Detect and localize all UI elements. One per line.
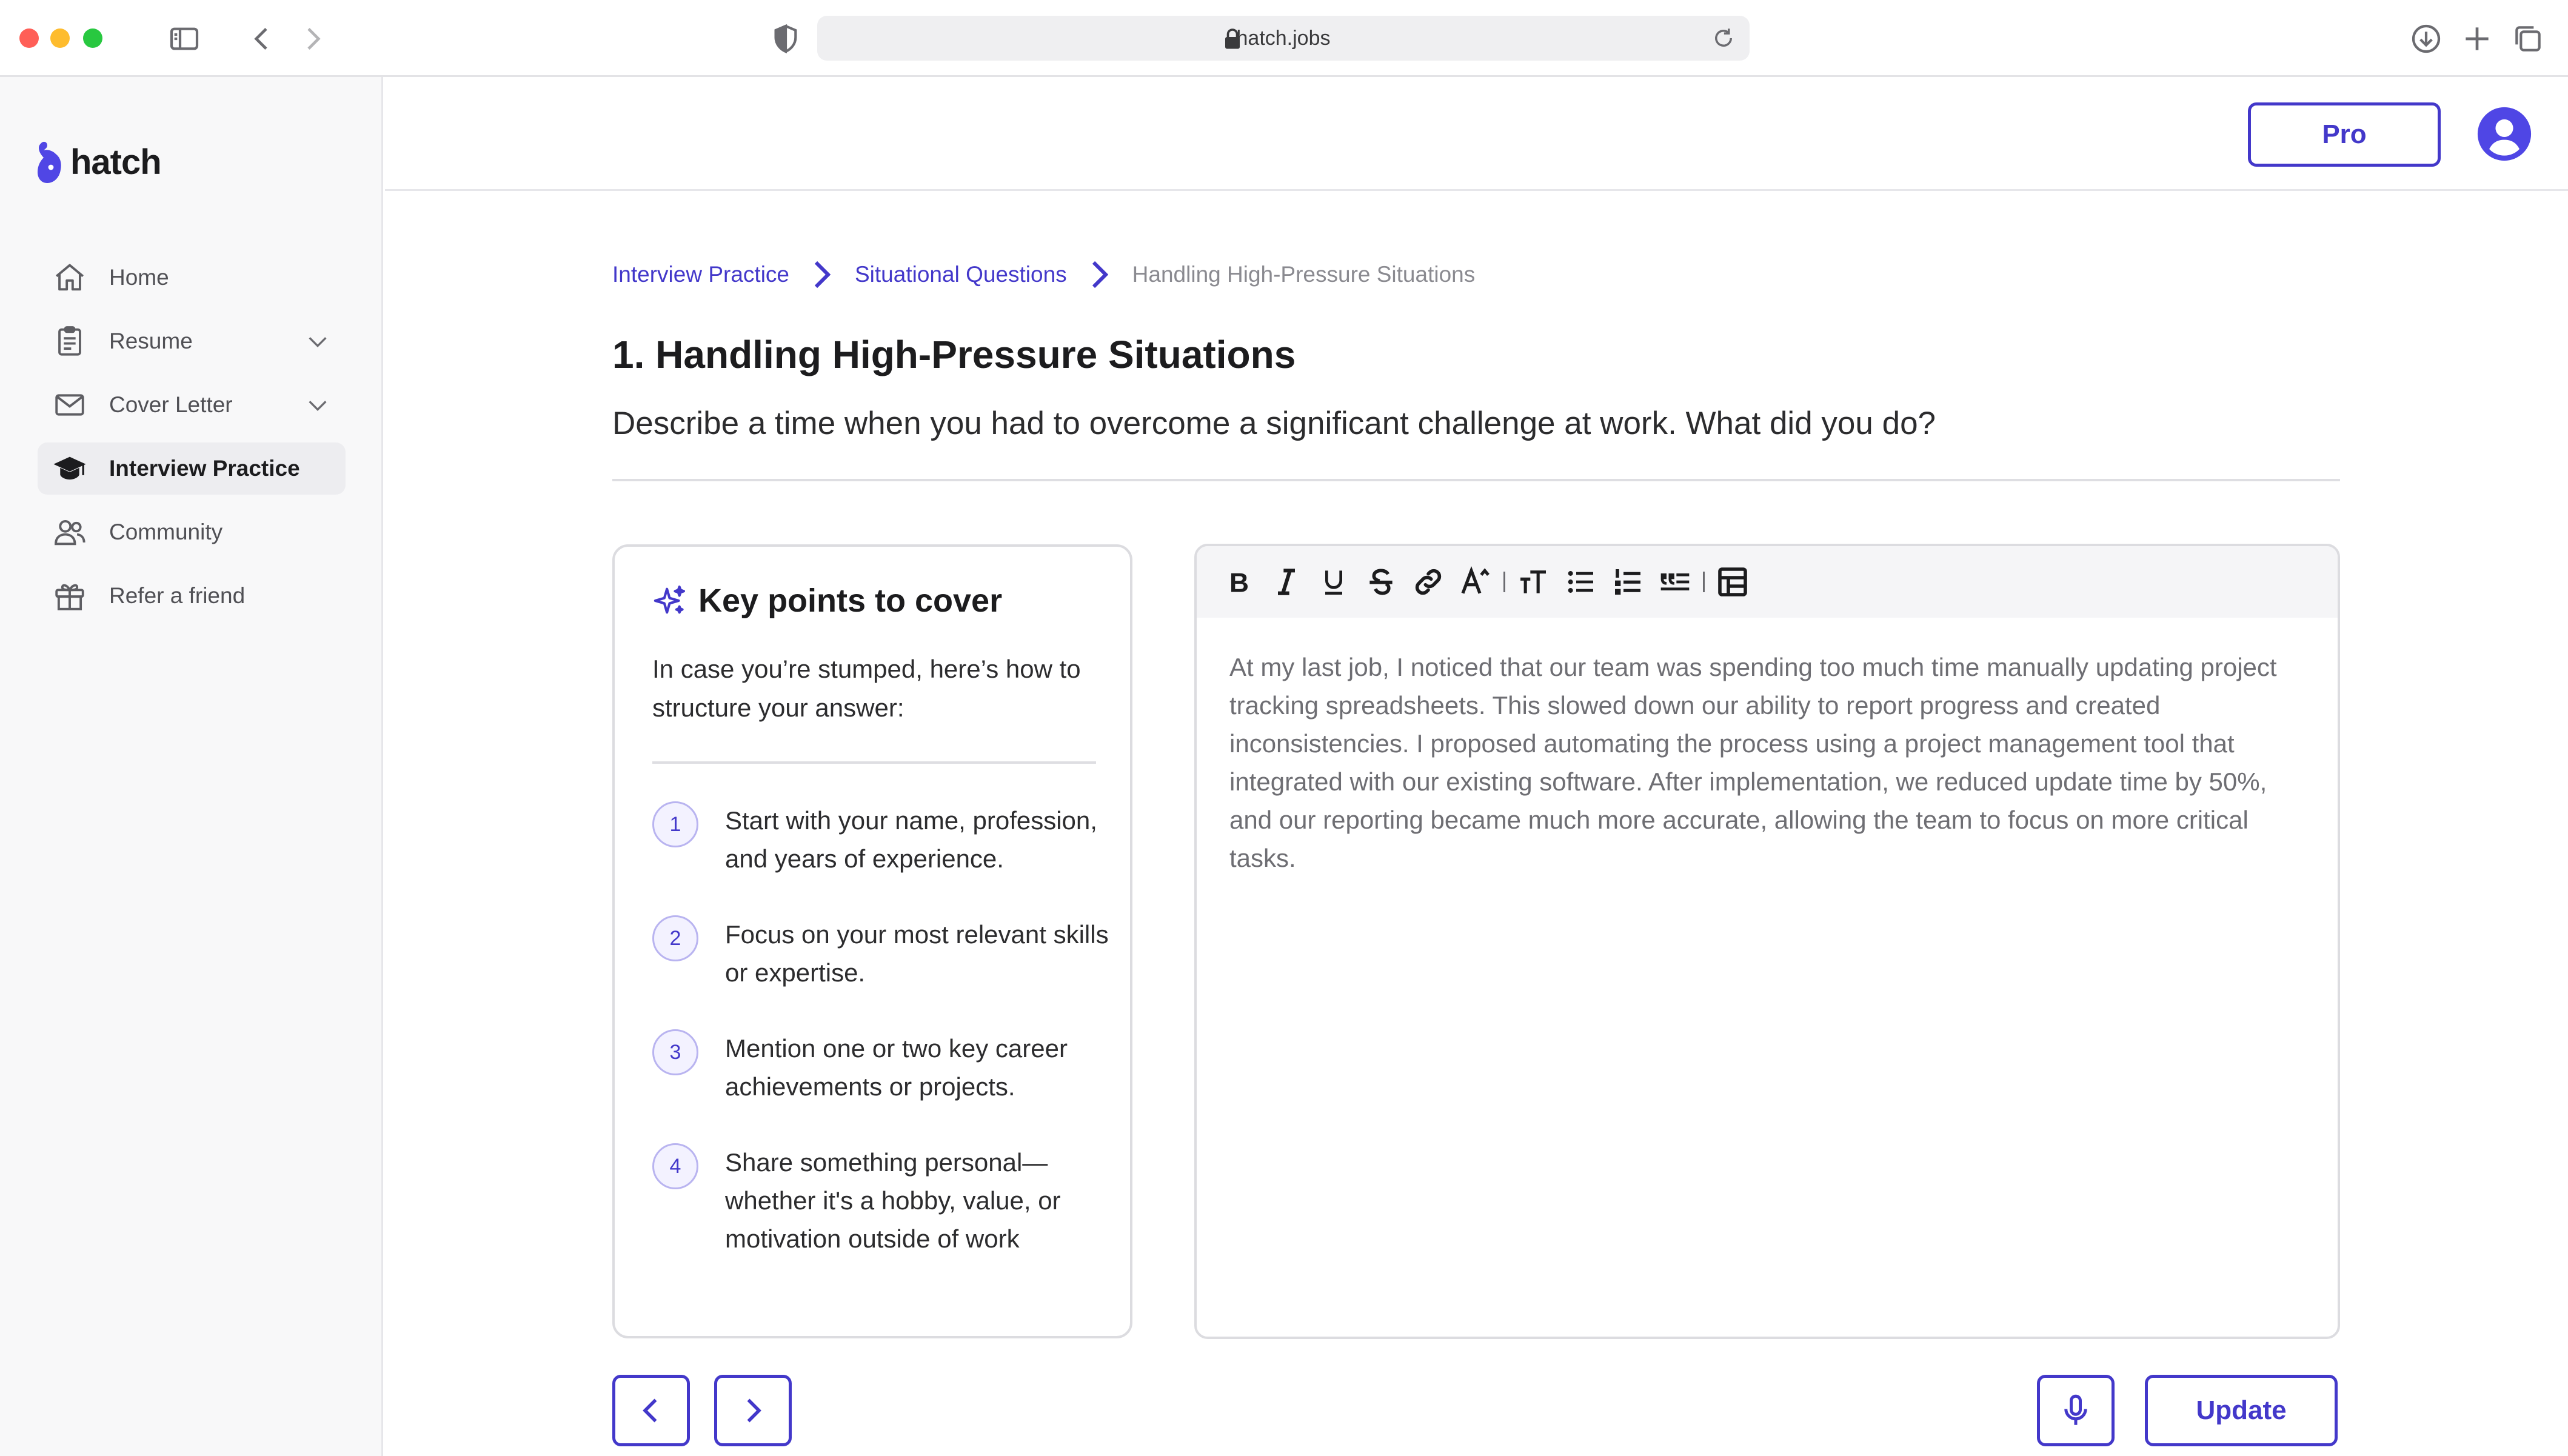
numbered-list-icon[interactable] (1608, 563, 1647, 601)
table-icon[interactable] (1713, 563, 1752, 601)
record-audio-button[interactable] (2037, 1375, 2115, 1446)
breadcrumb-situational-questions[interactable]: Situational Questions (855, 262, 1067, 287)
sidebar-item-home[interactable] (38, 252, 346, 304)
answer-editor (1194, 544, 2340, 1339)
sidebar-nav (38, 252, 346, 633)
key-point-text: Focus on your most relevant skills or expertise. (725, 920, 1109, 987)
bold-icon[interactable] (1220, 563, 1259, 601)
update-button[interactable]: Update (2145, 1375, 2338, 1446)
bullet-list-icon[interactable] (1561, 563, 1600, 601)
sidebar-item-label: Cover Letter (109, 392, 233, 417)
sidebar (0, 77, 383, 1456)
graduation-cap-icon (52, 451, 87, 486)
key-point-text: Share something personal—whether it's a hobby, value, or motivation outside of work (725, 1148, 1061, 1253)
user-avatar-icon[interactable] (2476, 106, 2532, 162)
chevron-left-icon (633, 1392, 669, 1429)
hatch-logo-icon (36, 141, 63, 183)
question-text: Describe a time when you had to overcome a significant challenge at work. What did you do? (612, 406, 1936, 441)
link-icon[interactable] (1409, 563, 1448, 601)
privacy-shield-icon[interactable] (769, 22, 803, 56)
sidebar-item-resume[interactable] (38, 315, 346, 367)
downloads-icon[interactable] (2409, 22, 2443, 56)
key-point-item (652, 801, 1113, 878)
step-number-badge: 1 (652, 801, 698, 847)
clipboard-icon (52, 324, 87, 359)
key-point-item (652, 1029, 1113, 1106)
sidebar-item-label: Community (109, 519, 223, 544)
sidebar-item-interview-practice[interactable] (38, 442, 346, 495)
sidebar-item-refer-a-friend[interactable] (38, 570, 346, 622)
brand-name: hatch (70, 142, 161, 182)
key-point-text: Mention one or two key career achievements or projects. (725, 1034, 1068, 1101)
sparkle-icon (652, 583, 687, 618)
maximize-window-button[interactable] (83, 28, 102, 48)
step-number-badge: 3 (652, 1029, 698, 1075)
forward-icon[interactable] (296, 22, 330, 56)
pro-button[interactable]: Pro (2248, 102, 2441, 167)
sidebar-item-label: Resume (109, 329, 193, 353)
strikethrough-icon[interactable] (1362, 563, 1400, 601)
step-number-badge: 2 (652, 915, 698, 961)
sidebar-item-label: Home (109, 265, 169, 290)
breadcrumb-interview-practice[interactable]: Interview Practice (612, 262, 789, 287)
breadcrumb (612, 259, 1475, 290)
home-icon (52, 260, 87, 295)
envelope-icon (52, 387, 87, 422)
new-tab-icon[interactable] (2460, 22, 2494, 56)
editor-toolbar (1197, 546, 2338, 618)
key-point-item (652, 1143, 1113, 1258)
toolbar-separator (1703, 572, 1705, 592)
top-bar (385, 77, 2568, 191)
reload-icon[interactable] (1711, 25, 1736, 51)
browser-toolbar (0, 0, 2568, 77)
key-points-intro: In case you’re stumped, here’s how to structure your answer: (652, 655, 1081, 722)
divider (652, 761, 1096, 764)
text-size-icon[interactable] (1514, 563, 1553, 601)
users-icon (52, 515, 87, 550)
key-point-item (652, 915, 1113, 992)
address-bar[interactable] (817, 16, 1750, 61)
step-number-badge: 4 (652, 1143, 698, 1189)
previous-question-button[interactable] (612, 1375, 690, 1446)
chevron-down-icon[interactable] (306, 330, 330, 354)
underline-icon[interactable] (1314, 563, 1353, 601)
font-size-icon[interactable] (1456, 563, 1495, 601)
sidebar-item-label: Interview Practice (109, 456, 300, 481)
chevron-right-icon (810, 259, 834, 290)
breadcrumb-current: Handling High-Pressure Situations (1132, 262, 1476, 287)
key-points-header (652, 582, 1002, 619)
sidebar-item-community[interactable] (38, 506, 346, 558)
sidebar-item-label: Refer a friend (109, 583, 246, 608)
toolbar-separator (1503, 572, 1505, 592)
chevron-right-icon (735, 1392, 771, 1429)
tab-overview-icon[interactable] (2511, 22, 2545, 56)
page-title: 1. Handling High-Pressure Situations (612, 333, 1296, 376)
sidebar-item-cover-letter[interactable] (38, 379, 346, 431)
key-points-card (612, 544, 1132, 1338)
key-points-list (652, 801, 1113, 1258)
minimize-window-button[interactable] (50, 28, 70, 48)
chevron-right-icon (1088, 259, 1112, 290)
chevron-down-icon[interactable] (306, 393, 330, 418)
microphone-icon (2058, 1392, 2094, 1429)
key-point-text: Start with your name, profession, and years of experience. (725, 806, 1097, 873)
back-icon[interactable] (245, 22, 279, 56)
gift-icon (52, 578, 87, 613)
answer-textarea[interactable]: At my last job, I noticed that our team was spending too much time manually updating project tracking spreadsheets. This slowed down our ability to report progress and created inconsistencies. I proposed automating the process using a project management tool that integrated with our existing software. After implementation, we reduced update time by 50%, and our reporting became much more accurate, allowing the team to focus on more critical tasks. (1229, 653, 2277, 872)
quote-icon[interactable] (1656, 563, 1694, 601)
italic-icon[interactable] (1267, 563, 1306, 601)
svg-text:B: B (1229, 568, 1249, 598)
url-text: hatch.jobs (1236, 27, 1331, 50)
divider (612, 479, 2340, 481)
brand[interactable] (36, 138, 161, 186)
sidebar-toggle-icon[interactable] (167, 22, 201, 56)
key-points-title: Key points to cover (698, 583, 1003, 619)
next-question-button[interactable] (714, 1375, 792, 1446)
close-window-button[interactable] (19, 28, 39, 48)
